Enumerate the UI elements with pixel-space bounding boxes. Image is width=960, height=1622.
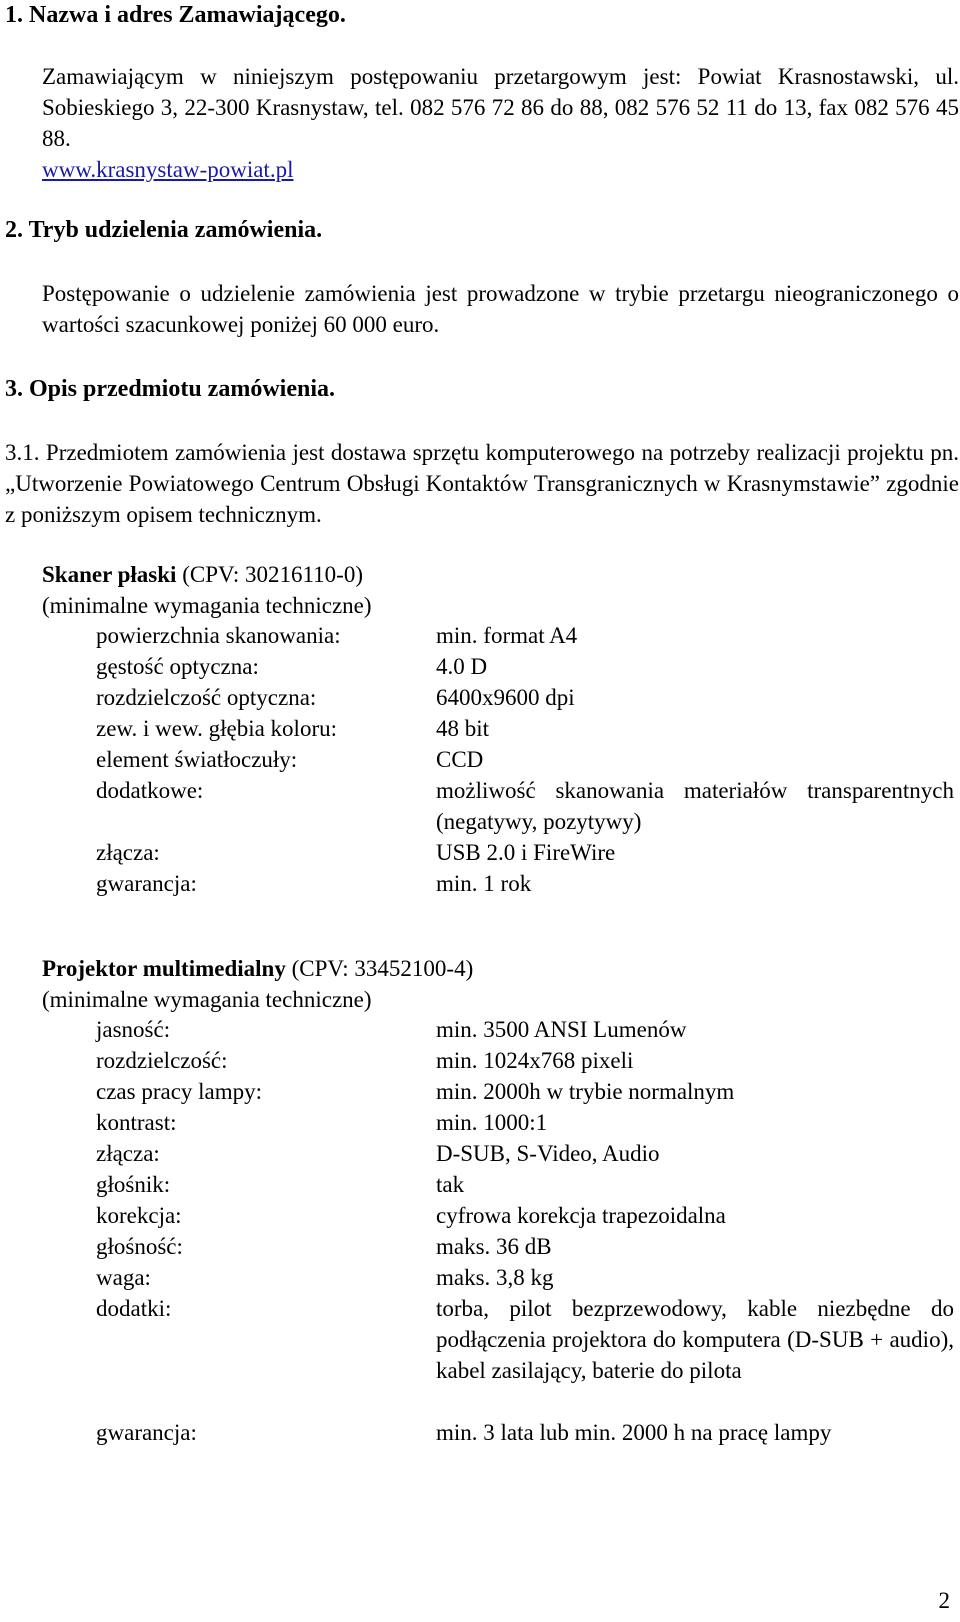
spec-value: min. 1024x768 pixeli <box>436 1048 634 1073</box>
spec-row <box>0 651 960 682</box>
spec-value: maks. 36 dB <box>436 1234 552 1259</box>
spec-value: cyfrowa korekcja trapezoidalna <box>436 1203 726 1228</box>
spec-label: gwarancja: <box>96 871 197 896</box>
spec-label: dodatki: <box>96 1296 172 1321</box>
spec-value: min. 3 lata lub min. 2000 h na pracę lampy <box>436 1420 832 1445</box>
spec-row <box>0 1200 960 1231</box>
spec-value: min. format A4 <box>436 623 578 648</box>
section-1-paragraph: Zamawiającym w niniejszym postępowaniu przetargowym jest: Powiat Krasnostawski, ul. Sobieskiego 3, 22-300 Krasnystaw, tel. 082 576 72 86 do 88, 082 576 52 11 do 13, fax 082 576 45 88. <box>42 64 959 151</box>
spec-label: korekcja: <box>96 1203 182 1228</box>
spec-row <box>0 868 960 899</box>
spec-label: głośność: <box>96 1234 183 1259</box>
spec-value: 6400x9600 dpi <box>436 685 575 710</box>
scanner-spec-list <box>0 620 960 899</box>
scanner-title <box>42 559 363 590</box>
spec-value: min. 2000h w trybie normalnym <box>436 1079 735 1104</box>
section-1-text <box>42 61 959 185</box>
spec-label: jasność: <box>96 1017 171 1042</box>
projector-cpv: (CPV: 33452100-4) <box>285 956 474 981</box>
spec-row <box>0 837 960 868</box>
projector-subtitle: (minimalne wymagania techniczne) <box>42 987 372 1012</box>
spec-label: powierzchnia skanowania: <box>96 623 341 648</box>
spec-label: gwarancja: <box>96 1420 197 1445</box>
spec-label: głośnik: <box>96 1172 171 1197</box>
spec-value: min. 1 rok <box>436 871 532 896</box>
spec-value: USB 2.0 i FireWire <box>436 840 616 865</box>
spec-row <box>0 1262 960 1293</box>
spec-label: kontrast: <box>96 1110 177 1135</box>
spec-row <box>0 713 960 744</box>
spec-row <box>0 1293 960 1417</box>
projector-name: Projektor multimedialny <box>42 956 286 981</box>
spec-value: min. 1000:1 <box>436 1110 548 1135</box>
projector-title <box>42 953 473 984</box>
spec-row <box>0 1076 960 1107</box>
spec-row <box>0 1107 960 1138</box>
spec-row <box>0 775 960 837</box>
spec-value: min. 3500 ANSI Lumenów <box>436 1017 687 1042</box>
spec-label: czas pracy lampy: <box>96 1079 263 1104</box>
spec-label: zew. i wew. głębia koloru: <box>96 716 337 741</box>
spec-label: gęstość optyczna: <box>96 654 259 679</box>
scanner-subtitle: (minimalne wymagania techniczne) <box>42 593 372 618</box>
spec-value: maks. 3,8 kg <box>436 1265 554 1290</box>
spec-value: możliwość skanowania materiałów transparentnych (negatywy, pozytywy) <box>436 778 954 834</box>
spec-row <box>0 1014 960 1045</box>
spec-value: tak <box>436 1172 465 1197</box>
section-3-text: 3.1. Przedmiotem zamówienia jest dostawa sprzętu komputerowego na potrzeby realizacji projektu pn. „Utworzenie Powiatowego Centrum Obsługi Kontaktów Transgranicznych w Krasnymstawie” zgodnie z poniższym opisem technicznym. <box>5 440 959 527</box>
spec-row <box>0 620 960 651</box>
section-2-heading: 2. Tryb udzielenia zamówienia. <box>5 217 323 243</box>
spec-label: waga: <box>96 1265 151 1290</box>
website-link[interactable]: www.krasnystaw-powiat.pl <box>42 157 294 182</box>
section-3-heading: 3. Opis przedmiotu zamówienia. <box>5 376 335 402</box>
spec-value: torba, pilot bezprzewodowy, kable niezbędne do podłączenia projektora do komputera (D-SUB + audio), kabel zasilający, baterie do pilota <box>436 1296 954 1383</box>
section-2-text: Postępowanie o udzielenie zamówienia jest prowadzone w trybie przetargu nieograniczonego o wartości szacunkowej poniżej 60 000 euro. <box>42 281 959 337</box>
spec-value: 4.0 D <box>436 654 488 679</box>
spec-row <box>0 1138 960 1169</box>
spec-label: złącza: <box>96 1141 160 1166</box>
spec-row <box>0 682 960 713</box>
spec-label: dodatkowe: <box>96 778 204 803</box>
spec-row <box>0 1417 960 1448</box>
spec-row <box>0 1169 960 1200</box>
scanner-name: Skaner płaski <box>42 562 177 587</box>
spec-label: element światłoczuły: <box>96 747 298 772</box>
spec-row <box>0 744 960 775</box>
spec-value: CCD <box>436 747 484 772</box>
spec-value: D-SUB, S-Video, Audio <box>436 1141 660 1166</box>
spec-label: złącza: <box>96 840 160 865</box>
spec-label: rozdzielczość: <box>96 1048 228 1073</box>
spec-label: rozdzielczość optyczna: <box>96 685 317 710</box>
scanner-cpv: (CPV: 30216110-0) <box>176 562 364 587</box>
spec-row <box>0 1231 960 1262</box>
section-1-heading: 1. Nazwa i adres Zamawiającego. <box>5 2 346 28</box>
page-number: 2 <box>938 1588 950 1613</box>
projector-spec-list <box>0 1014 960 1448</box>
spec-value: 48 bit <box>436 716 490 741</box>
spec-row <box>0 1045 960 1076</box>
